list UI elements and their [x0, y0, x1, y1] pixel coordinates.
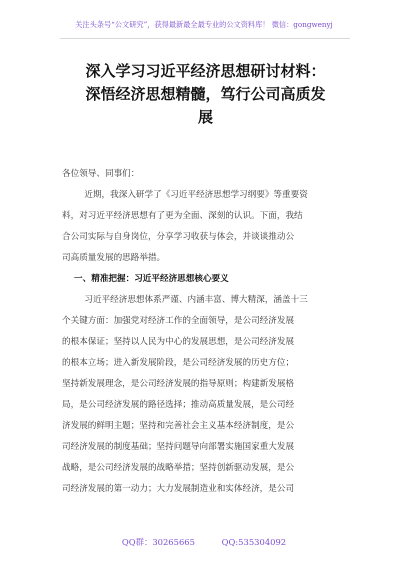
body-line: 个关键方面：加强党对经济工作的全面领导，是公司经济发展 [62, 316, 295, 326]
body-line: 司经济发展的第一动力；大力发展制造业和实体经济，是公司 [62, 484, 295, 494]
salutation: 各位领导、同事们： [62, 169, 140, 179]
body-line: 济发展的鲜明主题；坚持和完善社会主义基本经济制度，是公 [62, 421, 295, 431]
body-line: 司高质量发展的思路举措。 [62, 253, 166, 263]
body-line: 习近平经济思想体系严谨、内涵丰富、博大精深，涵盖十三 [84, 295, 308, 305]
title-line-1: 深入学习习近平经济思想研讨材料： [85, 62, 326, 80]
body-line: 战略，是公司经济发展的战略举措；坚持创新驱动发展，是公 [62, 463, 295, 473]
body-line: 料，对习近平经济思想有了更为全面、深刻的认识。下面，我结 [62, 211, 303, 221]
footer-qq: QQ:535304092 [221, 537, 287, 547]
document-body [62, 164, 347, 500]
footer-qq-group: QQ群：30265665 [121, 537, 195, 547]
body-line: 坚持新发展理念，是公司经济发展的指导原则；构建新发展格 [62, 379, 295, 389]
title-line-2: 深悟经济思想精髓，笃行公司高质发 [85, 85, 326, 103]
document-title [58, 60, 353, 129]
page-footer [0, 536, 408, 548]
body-line: 的根本保证；坚持以人民为中心的发展思想，是公司经济发展 [62, 337, 295, 347]
body-line: 局，是公司经济发展的路径选择；推动高质量发展，是公司经 [62, 400, 295, 410]
header-divider [60, 38, 350, 39]
page-header: 关注头条号“公文研究”，获得最新最全最专业的公文资料库！ 微信：gongwenyj [75, 20, 333, 29]
body-line: 司经济发展的制度基础；坚持问题导向部署实施国家重大发展 [62, 442, 295, 452]
title-line-3: 展 [197, 108, 213, 126]
body-line: 的根本立场；进入新发展阶段，是公司经济发展的历史方位； [62, 358, 295, 368]
body-line: 近期，我深入研学了《习近平经济思想学习纲要》等重要资 [84, 190, 308, 200]
body-line: 合公司实际与自身岗位，分享学习收获与体会，并谈谈推动公 [62, 232, 295, 242]
section-heading: 一、精准把握：习近平经济思想核心要义 [74, 274, 229, 284]
